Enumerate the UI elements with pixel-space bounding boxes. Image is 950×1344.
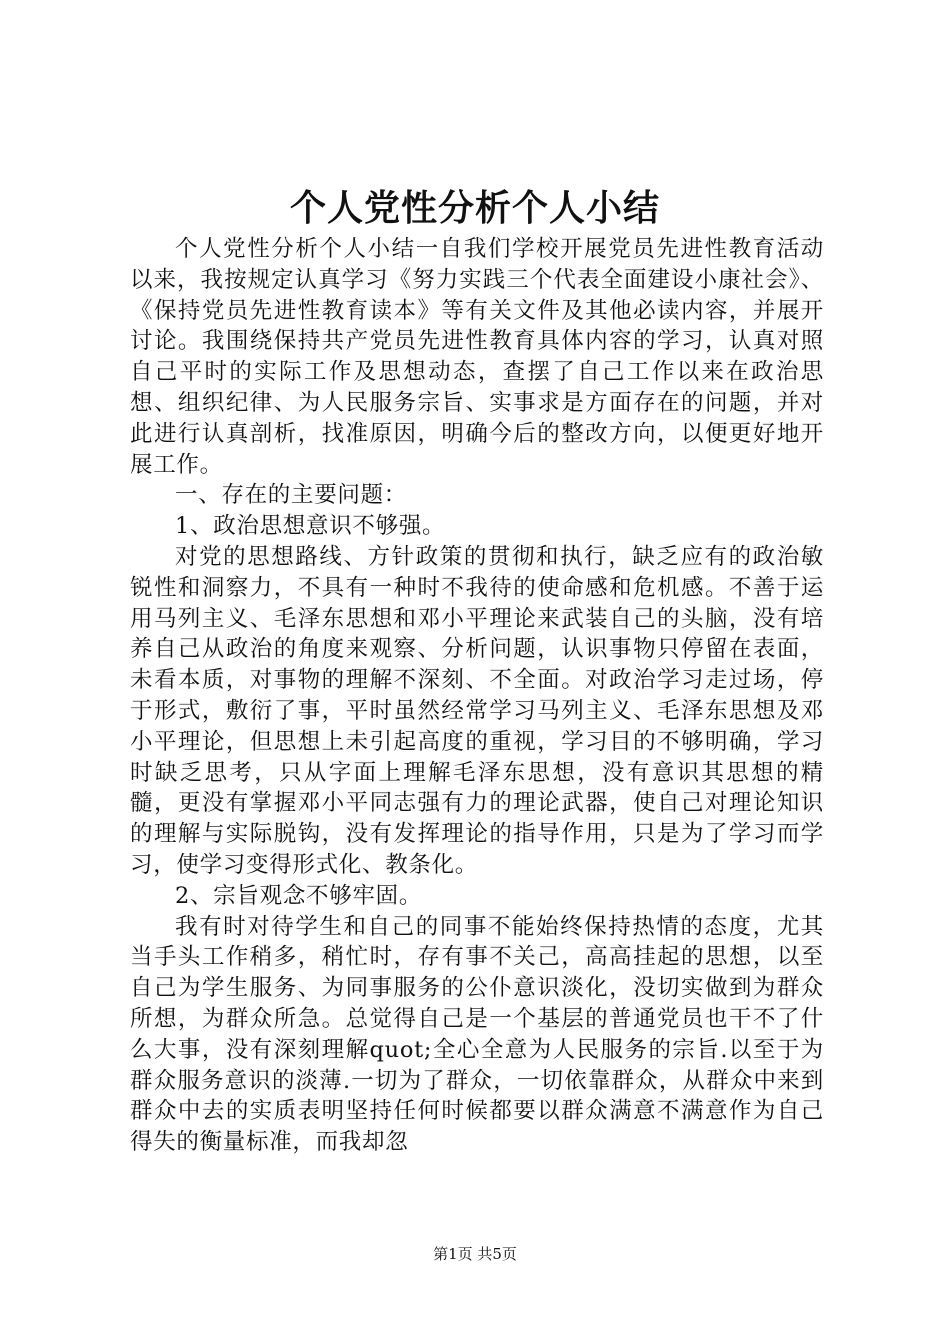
subheading-political-awareness: 1、政治思想意识不够强。 bbox=[175, 513, 446, 540]
section-heading-problems: 一、存在的主要问题： bbox=[175, 482, 408, 509]
subheading-purpose-concept: 2、宗旨观念不够牢固。 bbox=[175, 882, 423, 909]
purpose-concept-paragraph: 我有时对待学生和自己的同事不能始终保持热情的态度，尤其当手头工作稍多，稍忙时，存有事不关己，高高挂起的思想，以至自己为学生服务、为同事服务的公仆意识淡化，没切实做到为群众所想，为群众所急。总觉得自己是一个基层的普通党员也干不了什么大事，没有深刻理解quot;全心全意为人民服务的宗旨.以至于为群众服务意识的淡薄.一切为了群众，一切依靠群众，从群众中来到群众中去的实质表明坚持任何时候都要以群众满意不满意作为自己得失的衡量标准，而我却忽 bbox=[130, 913, 824, 1156]
political-awareness-paragraph: 对党的思想路线、方针政策的贯彻和执行，缺乏应有的政治敏锐性和洞察力，不具有一种时不我待的使命感和危机感。不善于运用马列主义、毛泽东思想和邓小平理论来武装自己的头脑，没有培养自己从政治的角度来观察、分析问题，认识事物只停留在表面，未看本质，对事物的理解不深刻、不全面。对政治学习走过场，停于形式，敷衍了事，平时虽然经常学习马列主义、毛泽东思想及邓小平理论，但思想上未引起高度的重视，学习目的不够明确，学习时缺乏思考，只从字面上理解毛泽东思想，没有意识其思想的精髓，更没有掌握邓小平同志强有力的理论武器，使自己对理论知识的理解与实际脱钩，没有发挥理论的指导作用，只是为了学习而学习，使学习变得形式化、教条化。 bbox=[130, 543, 824, 878]
document-title: 个人党性分析个人小结 bbox=[289, 187, 660, 229]
page-footer: 第1页 共5页 bbox=[433, 1245, 517, 1263]
document-body bbox=[130, 234, 824, 1158]
intro-paragraph: 个人党性分析个人小结一自我们学校开展党员先进性教育活动以来，我按规定认真学习《努力实践三个代表全面建设小康社会》、《保持党员先进性教育读本》等有关文件及其他必读内容，并展开讨论。我围绕保持共产党员先进性教育具体内容的学习，认真对照自己平时的实际工作及思想动态，查摆了自己工作以来在政治思想、组织纪律、为人民服务宗旨、实事求是方面存在的问题，并对此进行认真剖析，找准原因，明确今后的整改方向，以便更好地开展工作。 bbox=[130, 236, 824, 478]
